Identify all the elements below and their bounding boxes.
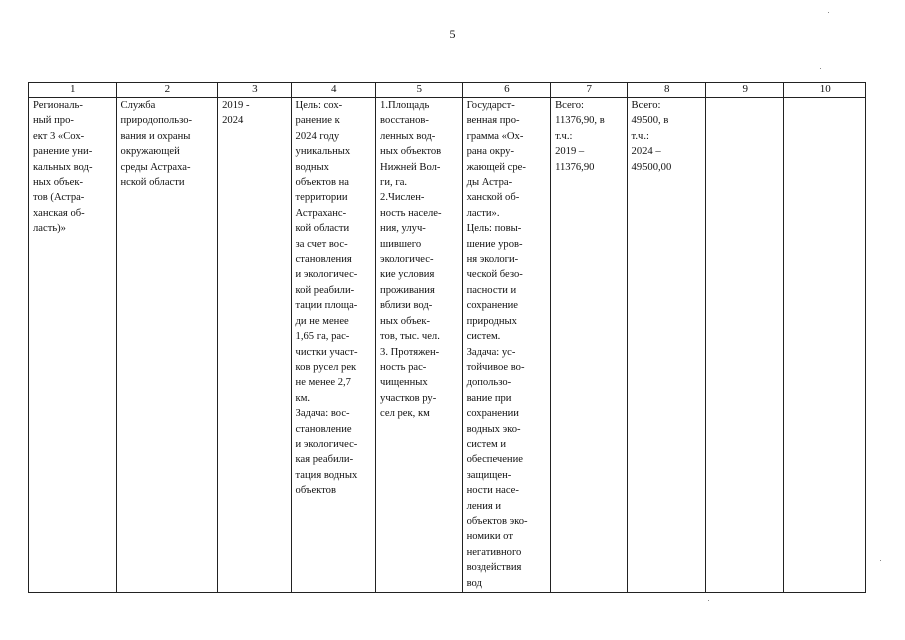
cell-funding-2: Всего: 49500, в т.ч.: 2024 – 49500,00: [627, 98, 705, 593]
column-header: 6: [462, 83, 551, 98]
scan-speck: [828, 12, 829, 13]
scan-speck: [880, 560, 881, 561]
cell-responsible-body: Служба природопользо- вания и охраны окружающей среды Астраха- нской области: [116, 98, 218, 593]
cell-indicators: 1.Площадь восстанов- ленных вод- ных объектов Нижней Вол- ги, га. 2.Числен- ность населе- ния, улуч- шившего экологичес- кие условия проживания вблизи вод- ных объек- тов, тыс. чел. 3. Протяжен- ность рас- чищенных участков ру- сел рек, км: [376, 98, 463, 593]
cell-goal: Цель: сох- ранение к 2024 году уникальных водных объектов на территории Астраханс- кой области за счет вос- становления и экологичес- кой реабили- тации площа- ди не менее 1,65 га, рас- чистки участ- ков русел рек не менее 2,7 км. Задача: вос- становление и экологичес- кая реабили- тация водных объектов: [291, 98, 376, 593]
cell-empty-9: [706, 98, 784, 593]
cell-project-name: Региональ- ный про- ект 3 «Сох- ранение уни- кальных вод- ных объек- тов (Астра- ханская об- ласть)»: [29, 98, 117, 593]
column-header: 4: [291, 83, 376, 98]
column-header: 1: [29, 83, 117, 98]
cell-funding-1: Всего: 11376,90, в т.ч.: 2019 – 11376,90: [551, 98, 627, 593]
table-row: [29, 98, 866, 593]
cell-period: 2019 - 2024: [218, 98, 291, 593]
column-header: 9: [706, 83, 784, 98]
cell-empty-10: [784, 98, 866, 593]
scan-speck: [820, 68, 821, 69]
column-header: 5: [376, 83, 463, 98]
column-header: 10: [784, 83, 866, 98]
scan-speck: [708, 600, 709, 601]
column-header: 2: [116, 83, 218, 98]
program-table: [28, 82, 866, 593]
page-number: 5: [449, 27, 456, 41]
column-header: 8: [627, 83, 705, 98]
column-header: 7: [551, 83, 627, 98]
column-header: 3: [218, 83, 291, 98]
header-row: [29, 83, 866, 98]
cell-state-program: Государст- венная про- грамма «Ох- рана окру- жающей сре- ды Астра- ханской об- ласти». Цель: повы- шение уров- ня экологи- ческой безо- пасности и сохранение природных систем. Задача: ус- тойчивое во- допользо- вание при сохранении водных эко- систем и обеспечение защищен- ности насе- ления и объектов эко- номики от негативного воздействия вод: [462, 98, 551, 593]
